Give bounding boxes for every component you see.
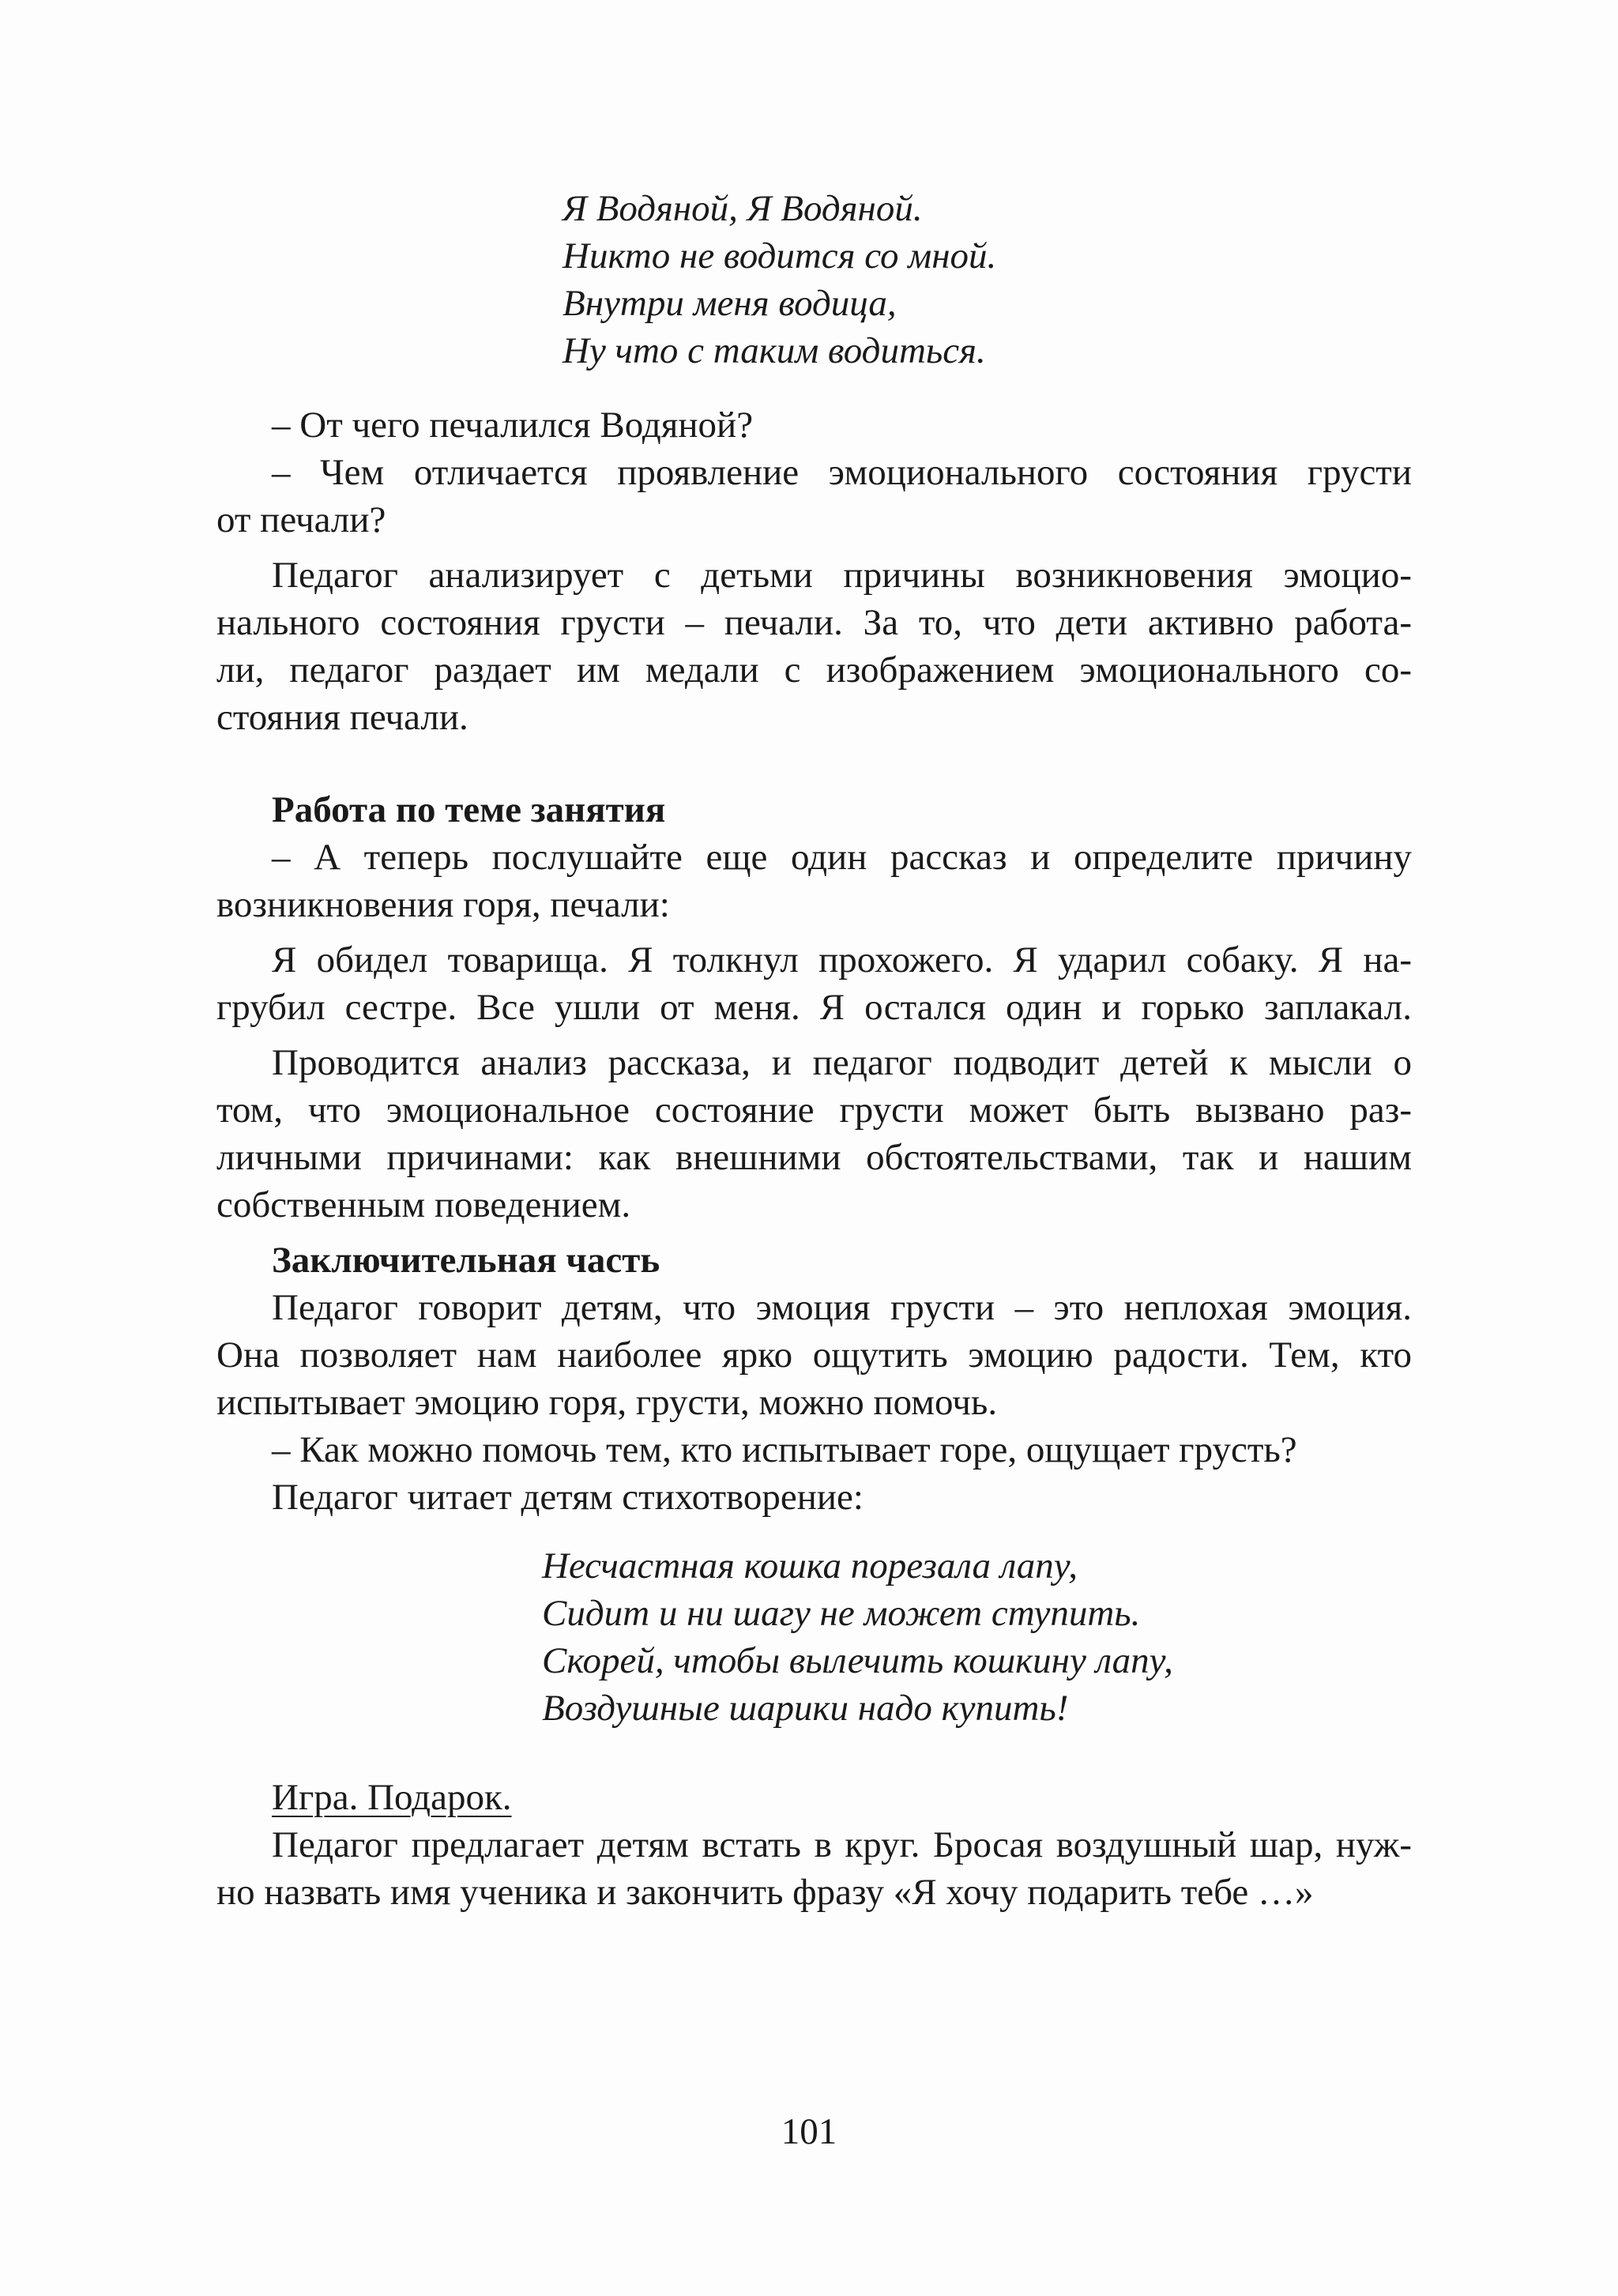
paragraph-1-line-3: ли, педагог раздает им медали с изображением эмоционального со- — [216, 649, 1412, 691]
paragraph-1-line-2: нального состояния грусти – печали. За то, что дети активно работа- — [216, 602, 1412, 643]
verse-line: Воздушные шарики надо купить! — [542, 1688, 1069, 1729]
work-story-line-2: грубил сестре. Все ушли от меня. Я остался один и горько заплакал. — [216, 987, 1412, 1028]
verse-line: Несчастная кошка порезала лапу, — [542, 1545, 1078, 1586]
verse-line: Никто не водится со мной. — [563, 235, 997, 277]
final-para-line-2: Она позволяет нам наиболее ярко ощутить эмоцию радости. Тем, кто — [216, 1334, 1412, 1376]
game-title: Игра. Подарок. — [272, 1777, 512, 1818]
verse-cat — [542, 1542, 1173, 1732]
verse-line: Скорей, чтобы вылечить кошкину лапу, — [542, 1640, 1173, 1681]
verse-line: Я Водяной, Я Водяной. — [563, 188, 923, 229]
final-question: – Как можно помочь тем, кто испытывает горе, ощущает грусть? — [272, 1429, 1297, 1470]
question-2-line-1: – Чем отличается проявление эмоционального состояния грусти — [272, 452, 1412, 493]
verse-line: Ну что с таким водиться. — [563, 330, 986, 371]
verse-line: Внутри меня водица, — [563, 283, 897, 324]
poem-intro: Педагог читает детям стихотворение: — [272, 1477, 864, 1518]
question-1: – От чего печалился Водяной? — [272, 405, 754, 446]
game-line-2: но назвать имя ученика и закончить фразу «Я хочу подарить тебе …» — [216, 1872, 1314, 1913]
section-heading-final: Заключительная часть — [272, 1240, 660, 1281]
section-heading-work: Работа по теме занятия — [272, 789, 666, 830]
work-intro-line-1: – А теперь послушайте еще один рассказ и определите причину — [272, 837, 1412, 878]
work-analysis-line-2: том, что эмоциональное состояние грусти может быть вызвано раз- — [216, 1090, 1412, 1131]
final-para-line-3: испытывает эмоцию горя, грусти, можно помочь. — [216, 1382, 998, 1423]
final-para-line-1: Педагог говорит детям, что эмоция грусти – это неплохая эмоция. — [272, 1287, 1412, 1328]
paragraph-1-line-1: Педагог анализирует с детьми причины возникновения эмоцио- — [272, 555, 1412, 596]
paragraph-1-line-4: стояния печали. — [216, 697, 468, 738]
work-analysis-line-3: личными причинами: как внешними обстоятельствами, так и нашим — [216, 1137, 1412, 1178]
page-number: 101 — [781, 2111, 837, 2152]
work-analysis-line-4: собственным поведением. — [216, 1184, 631, 1225]
work-analysis-line-1: Проводится анализ рассказа, и педагог подводит детей к мысли о — [272, 1042, 1412, 1083]
question-2-line-2: от печали? — [216, 499, 386, 540]
work-intro-line-2: возникновения горя, печали: — [216, 884, 670, 925]
verse-line: Сидит и ни шагу не может ступить. — [542, 1593, 1141, 1634]
work-story-line-1: Я обидел товарища. Я толкнул прохожего. Я ударил собаку. Я на- — [272, 939, 1412, 981]
game-line-1: Педагог предлагает детям встать в круг. Бросая воздушный шар, нуж- — [272, 1824, 1412, 1865]
verse-vodyanoy — [563, 185, 996, 375]
